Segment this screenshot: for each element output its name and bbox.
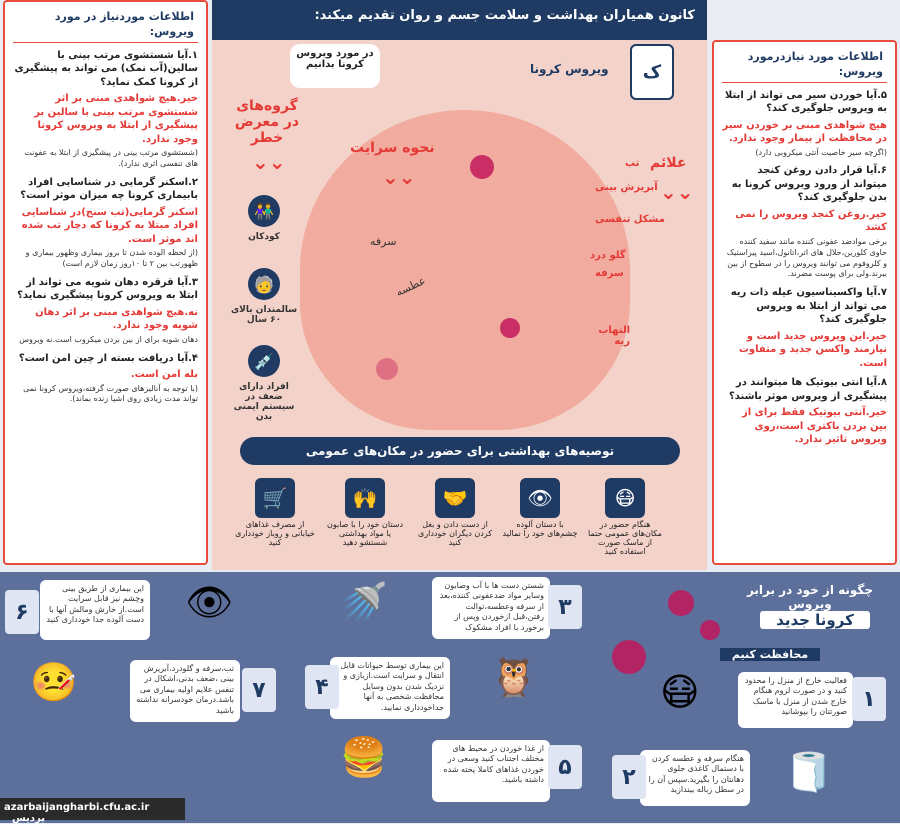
symptoms-label: علائم bbox=[650, 155, 687, 171]
bottom-subtitle2: محافظت کنیم bbox=[720, 648, 820, 661]
question: ۶.آیا قرار دادن روغن کنجد میتواند از ورود ویروس کرونا به بدن جلوگیری کند؟ bbox=[731, 165, 887, 204]
header-title: کانون همیاران بهداشت و سلامت جسم و روان تقدیم میکند: bbox=[212, 0, 707, 40]
rec-text: با دستان آلوده چشم‌های خود را نمالید bbox=[502, 520, 578, 538]
chevron-down-icon: ⌄⌄ bbox=[660, 180, 694, 204]
note: (اگرچه سیر خاصیت آنتی میکروبی دارد) bbox=[755, 147, 887, 157]
footer-label: پردیس bbox=[12, 813, 45, 824]
tip-box: فعالیت خارج از منزل را محدود کنید و در صورت لزوم هنگام خارج شدن از منزل با ماسک صورتتان را بپوشانید bbox=[738, 672, 853, 728]
tip-number: ۵ bbox=[548, 745, 582, 789]
tip-number: ۲ bbox=[612, 755, 646, 799]
recommendations-banner: توصیه‌های بهداشتی برای حضور در مکان‌های عمومی bbox=[240, 437, 680, 465]
body-illustration bbox=[300, 110, 630, 430]
answer: خیر.روغن کنجد ویروس را نمی کشد bbox=[735, 208, 887, 234]
virus-icon bbox=[612, 640, 646, 674]
virus-icon bbox=[500, 318, 520, 338]
note: برخی موادضد عفونی کننده مانند سفید کننده حاوی کلورین،حلال های اتر،اتانول،اسید پیراستیک و کلروفوم می توانند ویروس را در سطوح از بین ببرند.ولی برای پوست مضرند. bbox=[726, 236, 887, 279]
note: (با توجه به آنالیزهای صورت گرفته،ویروس کرونا نمی تواند مدت زیادی روی اشیا زنده بماند). bbox=[23, 383, 198, 404]
rec-text: از دست دادن و بغل کردن دیگران خودداری کنید bbox=[417, 520, 492, 547]
answer: نه.هیچ شواهدی مبنی بر اثر دهان شویه وجود ندارد. bbox=[35, 306, 198, 332]
throat-label: گلو درد bbox=[590, 250, 626, 261]
virus-icon bbox=[470, 155, 494, 179]
group-label: افراد دارای ضعف در سیستم ایمنی بدن bbox=[233, 382, 295, 422]
tip-number: ۴ bbox=[305, 665, 339, 709]
nasal-label: آبریزش بینی bbox=[595, 182, 658, 193]
rec-text: هنگام حضور در مکان‌های عمومی حتما از ماسک صورت استفاده کنید bbox=[588, 520, 662, 556]
tip-box: این بیماری از طریق بینی وچشم نیز قابل سرایت است.از خارش ومالش آنها با دست آلوده جدا خودداری کنید bbox=[40, 580, 150, 640]
rec-text: از مصرف غذاهای خیابانی و روباز خودداری کنید bbox=[235, 520, 315, 547]
answer: خیر.این ویروس جدید است و نیازمند واکسن جدید و متفاوت است. bbox=[738, 330, 887, 369]
cough-arrow-label: سرفه bbox=[370, 235, 397, 248]
thermometer-icon: 🤒 bbox=[30, 660, 78, 704]
question: ۱.آیا شستشوی مرتب بینی با سالین(آب نمک) می تواند به پیشگیری از کرونا کمک نماید؟ bbox=[14, 49, 198, 88]
cough-label: سرفه bbox=[595, 268, 624, 279]
food-cart-icon: 🛒 bbox=[255, 478, 295, 518]
tip-box: تب،سرفه و گلودرد،آبریزش بینی ،ضعف بدنی،اشکال در تنفس علایم اولیه بیماری می باشد.درمان خودسرانه نداشته باشید bbox=[130, 660, 240, 722]
tip-number: ۱ bbox=[852, 677, 886, 721]
elderly-icon: 🧓 bbox=[248, 268, 280, 300]
handshake-icon: 🤝 bbox=[435, 478, 475, 518]
bottom-subtitle: کرونا جدید bbox=[760, 611, 870, 629]
left-info-panel bbox=[3, 0, 208, 565]
handwash-icon: 🙌 bbox=[345, 478, 385, 518]
answer: اسکنر گرمایی(تب سنج)در شناسایی افراد مبتلا به کرونا که دچار تب شده اند موثر است. bbox=[21, 206, 198, 245]
panel-title: اطلاعات موردنیاز در مورد ویروس: bbox=[13, 8, 198, 43]
mask-icon: 😷 bbox=[660, 670, 700, 714]
answer: خیر.آنتی بیوتیک فقط برای از بین بردن باکتری است،روی ویروس تاثیر ندارد. bbox=[741, 407, 887, 446]
note: دهان شویه برای از بین بردن میکروب است.نه ویروس bbox=[19, 334, 198, 344]
question: ۳.آیا قرقره دهان شویه می تواند از ابتلا به ویروس کرونا پیشگیری نماید؟ bbox=[17, 276, 198, 302]
tip-box: از غذا خوردن در محیط های مختلف اجتناب کنید وسعی در خوردن غذاهای کاملا پخته شده داشته باشید. bbox=[432, 740, 550, 802]
transmission-label: نحوه سرایت bbox=[350, 140, 435, 156]
eye-icon: 👁 bbox=[185, 580, 234, 624]
tip-box: این بیماری توسط حیوانات قابل انتقال و سرایت است.ازبازی و نزدیک شدن بدون وسایل محافظت شخصی به آنها جداخودداری نمایید. bbox=[330, 657, 450, 719]
rec-text: دستان خود را با صابون یا مواد بهداشتی شستشو دهید bbox=[326, 520, 404, 547]
note: (از لحظه الوده شدن تا بروز بیماری وظهور بیماری و ظهورتب بین ۲ تا ۱۰روز زمان لازم است) bbox=[25, 248, 198, 269]
panel-title: اطلاعات مورد نیازدرمورد ویروس: bbox=[722, 48, 887, 83]
virus-icon bbox=[700, 620, 720, 640]
note: (شستشوی مرتب بینی در پیشگیری از ابتلا به عفونت های تنفسی اثری ندارد). bbox=[24, 148, 198, 168]
virus-icon bbox=[376, 358, 398, 380]
burger-icon: 🍔 bbox=[340, 735, 388, 779]
virus-icon bbox=[668, 590, 694, 616]
question: ۸.آیا انتی بیوتیک ها میتوانند در پیشگیری از ویروس موثر باشند؟ bbox=[728, 377, 887, 402]
answer: هیچ شواهدی مبنی بر خوردن سیر در محافظت از بیمار وجود ندارد. bbox=[722, 119, 887, 145]
logo-icon: ک bbox=[630, 44, 674, 100]
breath-label: مشکل تنفسی bbox=[595, 214, 665, 225]
virus-title: ویروس کرونا bbox=[530, 62, 609, 76]
answer: بله امن است. bbox=[130, 369, 198, 381]
owl-icon: 🦉 bbox=[490, 655, 538, 699]
answer: خیر.هیچ شواهدی مبنی بر اثر شستشوی مرتب بینی با سالین بر پیشگیری از ابتلا به ویروس کرونا وجود ندارد. bbox=[34, 93, 198, 145]
children-icon: 👫 bbox=[248, 195, 280, 227]
mask-icon: 😷 bbox=[605, 478, 645, 518]
tip-box: هنگام سرفه و عطسه کردن با دستمال کاغذی جلوی دهانتان را بگیرید.سپس آن را در سطل زباله بیندازید bbox=[640, 750, 750, 806]
tip-number: ۷ bbox=[242, 668, 276, 712]
speech-bubble: در مورد ویروس کرونا بدانیم bbox=[290, 44, 380, 88]
group-label: سالمندان بالای ۶۰ سال bbox=[230, 305, 298, 325]
eye-icon: 👁 bbox=[520, 478, 560, 518]
footer-site[interactable]: azarbaijangharbi.cfu.ac.ir bbox=[4, 802, 150, 813]
right-info-panel bbox=[712, 40, 897, 565]
question: ۷.آیا واکسیناسیون عیله ذات ریه می تواند از ابتلا به ویروس جلوگیری کند؟ bbox=[730, 287, 887, 326]
sneeze-arrow-label: عطسه bbox=[393, 273, 428, 300]
footer bbox=[0, 798, 185, 824]
fever-label: تب bbox=[625, 158, 640, 169]
question: ۵.آیا خوردن سیر می تواند از ابتلا به ویروس جلوگیری کند؟ bbox=[724, 89, 887, 115]
tap-icon: 🚿 bbox=[340, 580, 388, 624]
group-label: کودکان bbox=[248, 232, 280, 242]
tip-number: ۶ bbox=[5, 590, 39, 634]
tip-number: ۳ bbox=[548, 585, 582, 629]
chevron-down-icon: ⌄⌄ bbox=[252, 150, 286, 174]
tip-box: شستن دست ها با آب وصابون وسایر مواد ضدعفونی کننده،بعد از سرفه وعطسه،توالت رفتن،قبل ازخوردن وپس از برخورد با افراد مشکوک bbox=[432, 577, 550, 639]
lung-label: التهاب ریه bbox=[598, 325, 630, 347]
groups-label: گروه‌های در معرض خطر bbox=[234, 98, 300, 146]
question: ۲.اسکنر گرمایی در شناسایی افراد بابیماری کرونا چه میزان موثر است؟ bbox=[20, 176, 198, 202]
bottom-title: چگونه از خود در برابر ویروس bbox=[746, 583, 874, 611]
tissue-icon: 🧻 bbox=[785, 750, 833, 794]
iv-drip-icon: 💉 bbox=[248, 345, 280, 377]
question: ۴.آیا دریافت بسته از چین امن است؟ bbox=[18, 352, 198, 364]
chevron-down-icon: ⌄⌄ bbox=[382, 165, 416, 189]
